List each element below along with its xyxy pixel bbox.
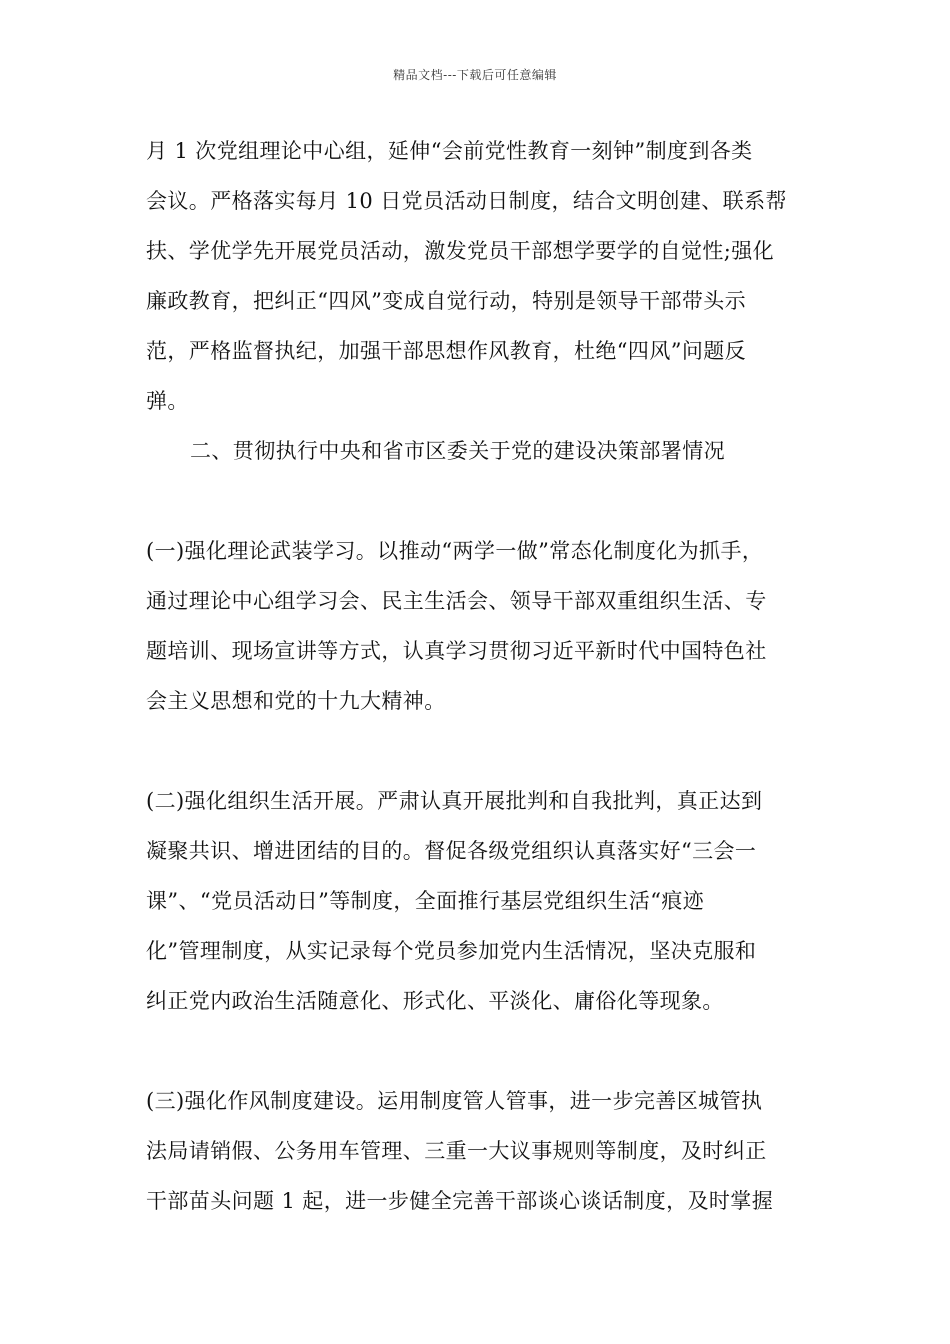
text-line: 会主义思想和党的十九大精神。	[146, 689, 446, 713]
section-heading	[146, 426, 810, 476]
text-line: (一)强化理论武装学习。以推动“两学一做”常态化制度化为抓手，	[146, 539, 764, 563]
text-line: 法局请销假、公务用车管理、三重一大议事规则等制度，及时纠正	[146, 1139, 767, 1163]
text-line: 凝聚共识、增进团结的目的。督促各级党组织认真落实好“三会一	[146, 839, 757, 863]
paragraph-organization-life	[146, 776, 810, 1026]
page-header: 精品文档---下载后可任意编辑	[393, 68, 557, 82]
text-line: 化”管理制度，从实记录每个党员参加党内生活情况，坚决克服和	[146, 939, 757, 963]
text-line: 纠正党内政治生活随意化、形式化、平淡化、庸俗化等现象。	[146, 989, 724, 1013]
paragraph-theory-study	[146, 526, 810, 726]
document-body	[146, 126, 810, 1226]
paragraph-continuation	[146, 126, 810, 426]
text-line: (三)强化作风制度建设。运用制度管人管事，进一步完善区城管执	[146, 1089, 763, 1113]
text-line: 题培训、现场宣讲等方式，认真学习贯彻习近平新时代中国特色社	[146, 639, 767, 663]
paragraph-gap	[146, 1026, 810, 1076]
text-line: (二)强化组织生活开展。严肃认真开展批判和自我批判，真正达到	[146, 789, 763, 813]
paragraph-style-system	[146, 1076, 810, 1226]
text-line: 扶、学优学先开展党员活动，激发党员干部想学要学的自觉性;强化	[146, 239, 775, 263]
paragraph-gap	[146, 726, 810, 776]
text-line: 范，严格监督执纪，加强干部思想作风教育，杜绝“四风”问题反	[146, 339, 747, 363]
text-line: 通过理论中心组学习会、民主生活会、领导干部双重组织生活、专	[146, 589, 767, 613]
text-line: 弹。	[146, 389, 189, 413]
text-line: 课”、“党员活动日”等制度，全面推行基层党组织生活“痕迹	[146, 889, 705, 913]
text-line: 会议。严格落实每月 10 日党员活动日制度，结合文明创建、联系帮	[146, 189, 787, 213]
text-line: 月 1 次党组理论中心组，延伸“会前党性教育一刻钟”制度到各类	[146, 139, 753, 163]
text-line: 干部苗头问题 1 起，进一步健全完善干部谈心谈话制度，及时掌握	[146, 1189, 774, 1213]
paragraph-gap	[146, 476, 810, 526]
text-line: 廉政教育，把纠正“四风”变成自觉行动，特别是领导干部带头示	[146, 289, 747, 313]
heading-line: 二、贯彻执行中央和省市区委关于党的建设决策部署情况	[190, 439, 725, 463]
